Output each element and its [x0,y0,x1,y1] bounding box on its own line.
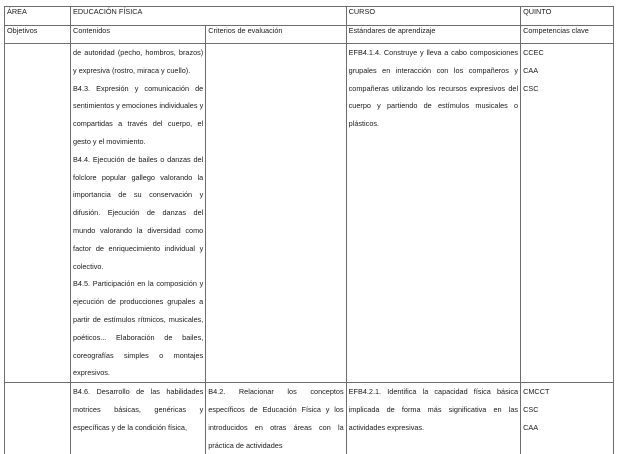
competencia-item: CAA [523,65,539,75]
criterios-cell [206,44,346,383]
contenidos-cell [71,383,206,454]
estandar-paragraph: EFB4.1.4. Construye y lleva a cabo composiciones grupales en interacción con los compañeros y compañeras utilizando los recursos expresivos del cuerpo y partiendo de estímulos musicales o plásticos. [348,48,519,129]
contenidos-cell [71,44,206,383]
contenido-paragraph: B4.6. Desarrollo de las habilidades motrices básicas, genéricas y específicas y de la condición física, [73,387,204,432]
competencia-item: CCEC [523,48,544,57]
objetivos-cell [5,383,71,454]
competencias-cell [521,44,614,383]
area-label: ÁREA [5,7,71,26]
competencia-item: CMCCT [523,387,550,397]
curso-label: CURSO [346,7,520,26]
criterios-cell [206,383,346,454]
competencias-cell [521,383,614,454]
objetivos-cell [5,44,71,383]
area-value: EDUCACIÓN FÍSICA [71,7,347,26]
contenido-paragraph: B4.4. Ejecución de bailes o danzas del folclore popular gallego valorando la importancia de su conservación y difusión. Ejecución de danzas del mundo valorando la diversidad como factor de enriquecimiento individual y colectivo. [73,154,204,271]
column-criterios: Criterios de evaluación [206,26,346,44]
contenido-paragraph: B4.3. Expresión y comunicación de sentimientos y emociones individuales y compartidas a través del cuerpo, el gesto y el movimiento. [73,83,204,146]
competencia-item: CSC [523,404,539,414]
column-estandares: Estándares de aprendizaje [346,26,520,44]
contenido-paragraph: B4.5. Participación en la composición y ejecución de producciones grupales a partir de estímulos rítmicos, musicales, poéticos... Elaboración de bailes, coreografías simples o montajes expresivos. [73,279,204,378]
estandares-cell [346,383,520,454]
table-row [5,44,614,383]
competencia-item: CSC [523,83,539,93]
header-row [5,7,614,26]
competencia-item: CAA [523,422,539,432]
estandares-cell [346,44,520,383]
table-row [5,383,614,454]
estandar-paragraph: EFB4.2.1. Identifica la capacidad física básica implicada de forma más significativa en las actividades expresivas. [348,387,519,432]
contenido-paragraph: de autoridad (pecho, hombros, brazos) y expresiva (rostro, miraca y cuello). [73,48,204,75]
column-objetivos: Objetivos [5,26,71,44]
column-labels-row [5,26,614,44]
criterio-paragraph: B4.2. Relacionar los conceptos específicos de Educación Física y los introducidos en otras áreas con la práctica de actividades [208,387,344,450]
column-competencias: Competencias clave [521,26,614,44]
column-contenidos: Contenidos [71,26,206,44]
curso-value: QUINTO [521,7,614,26]
curriculum-table [4,6,614,454]
